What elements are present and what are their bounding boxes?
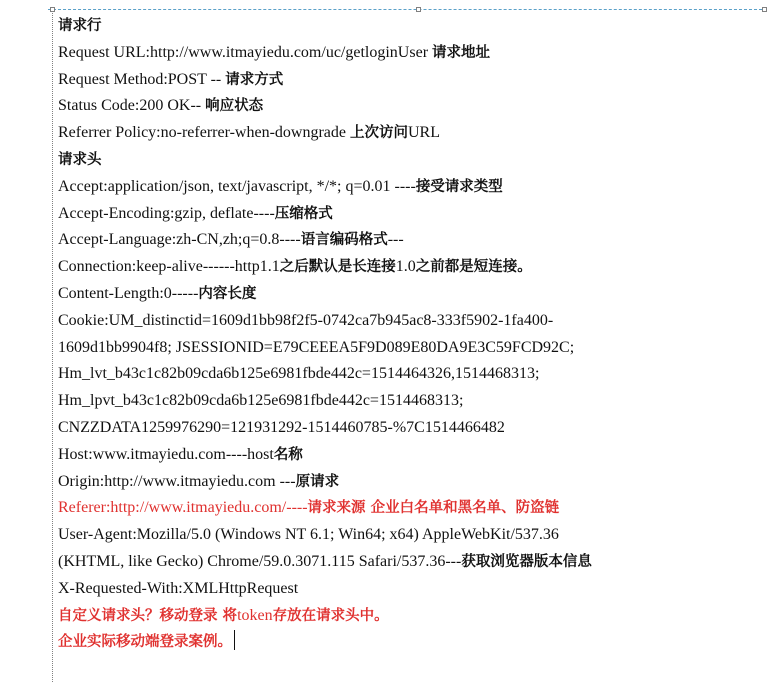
text-segment: 接受请求类型	[415, 178, 503, 195]
text-segment: 上次访问	[349, 125, 408, 142]
text-line-l07	[58, 174, 767, 201]
text-line-l23	[58, 603, 767, 630]
text-segment: Referer:http://www.itmayiedu.com/----	[58, 499, 308, 517]
text-line-l11	[58, 281, 767, 308]
text-segment: 请求来源 企业白名单和黑名单、防盗链	[307, 500, 560, 517]
text-line-l15	[58, 388, 767, 415]
text-line-l03	[58, 67, 767, 94]
text-segment: 名称	[273, 446, 303, 463]
text-segment: Request URL:http://www.itmayiedu.com/uc/getloginUser	[58, 43, 433, 61]
text-segment: ---	[387, 231, 404, 249]
text-line-l09	[58, 227, 767, 254]
text-line-l08	[58, 201, 767, 228]
text-segment: Request Method:POST --	[58, 70, 226, 88]
text-segment: X-Requested-With:XMLHttpRequest	[58, 579, 299, 597]
text-line-l13	[58, 335, 767, 362]
text-segment: Content-Length:0-----	[58, 284, 199, 302]
text-line-l20	[58, 522, 767, 549]
text-segment: 1.0	[395, 258, 416, 276]
text-segment: CNZZDATA1259976290=121931292-1514460785-%7C1514466482	[58, 418, 505, 436]
text-segment: 企业实际移动端登录案例。	[58, 634, 232, 651]
text-line-l10	[58, 254, 767, 281]
text-line-l12	[58, 308, 767, 335]
text-box[interactable]	[58, 13, 767, 656]
text-line-l01	[58, 13, 767, 40]
text-segment: URL	[407, 124, 440, 142]
text-cursor	[234, 630, 235, 650]
text-line-l19	[58, 495, 767, 522]
text-segment: 请求行	[58, 18, 102, 34]
text-segment: Referrer Policy:no-referrer-when-downgrade	[58, 124, 350, 142]
text-line-l16	[58, 415, 767, 442]
text-segment: 请求地址	[432, 44, 491, 61]
text-segment: 1609d1bb9904f8; JSESSIONID=E79CEEEA5F9D089E80DA9E3C59FCD92C;	[58, 338, 575, 356]
text-line-l24	[58, 629, 767, 656]
text-segment: Accept:application/json, text/javascript, */*; q=0.01 ----	[58, 177, 416, 195]
text-segment: 存放在请求头中。	[272, 607, 389, 624]
text-segment: 之前都是短连接。	[415, 259, 532, 276]
text-segment: 请求头	[58, 151, 102, 168]
text-segment: 内容长度	[198, 285, 257, 302]
text-segment: 原请求	[295, 473, 340, 490]
text-segment: 响应状态	[205, 98, 264, 115]
text-line-l18	[58, 469, 767, 496]
text-segment: (KHTML, like Gecko) Chrome/59.0.3071.115 Safari/537.36---	[58, 552, 462, 570]
text-segment: Status Code:200 OK--	[58, 97, 206, 115]
text-segment: User-Agent:Mozilla/5.0 (Windows NT 6.1; Win64; x64) AppleWebKit/537.36	[58, 526, 559, 544]
text-segment: Host:www.itmayiedu.com----host	[58, 445, 274, 463]
text-segment: Origin:http://www.itmayiedu.com ---	[58, 472, 296, 490]
text-segment: Hm_lvt_b43c1c82b09cda6b125e6981fbde442c=1514464326,1514468313;	[58, 365, 540, 383]
text-line-l14	[58, 361, 767, 388]
text-segment: 获取浏览器版本信息	[461, 553, 592, 570]
text-segment: 之后默认是长连接	[279, 259, 396, 276]
text-segment: Hm_lpvt_b43c1c82b09cda6b125e6981fbde442c=1514468313;	[58, 392, 464, 410]
resize-handle-top-center[interactable]	[416, 7, 421, 12]
text-line-l05	[58, 120, 767, 147]
text-segment: Cookie:UM_distinctid=1609d1bb98f2f5-0742ca7b945ac8-333f5902-1fa400-	[58, 311, 554, 329]
text-line-l02	[58, 40, 767, 67]
text-line-l17	[58, 442, 767, 469]
text-line-l04	[58, 93, 767, 120]
resize-handle-top-right[interactable]	[762, 7, 767, 12]
text-segment: 语言编码格式	[300, 232, 388, 249]
text-segment: Accept-Encoding:gzip, deflate----	[58, 204, 275, 222]
text-segment: 请求方式	[225, 71, 284, 88]
text-line-l22	[58, 576, 767, 603]
text-segment: 压缩格式	[274, 205, 333, 222]
resize-handle-top-left[interactable]	[50, 7, 55, 12]
text-box-left-border	[52, 9, 53, 682]
text-line-l21	[58, 549, 767, 576]
text-box-selection-border	[48, 9, 767, 10]
text-segment: Connection:keep-alive------http1.1	[58, 258, 280, 276]
text-segment: token	[237, 606, 273, 624]
text-segment: 自定义请求头？移动登录 将	[58, 607, 238, 624]
text-line-l06	[58, 147, 767, 174]
text-segment: Accept-Language:zh-CN,zh;q=0.8----	[58, 231, 301, 249]
